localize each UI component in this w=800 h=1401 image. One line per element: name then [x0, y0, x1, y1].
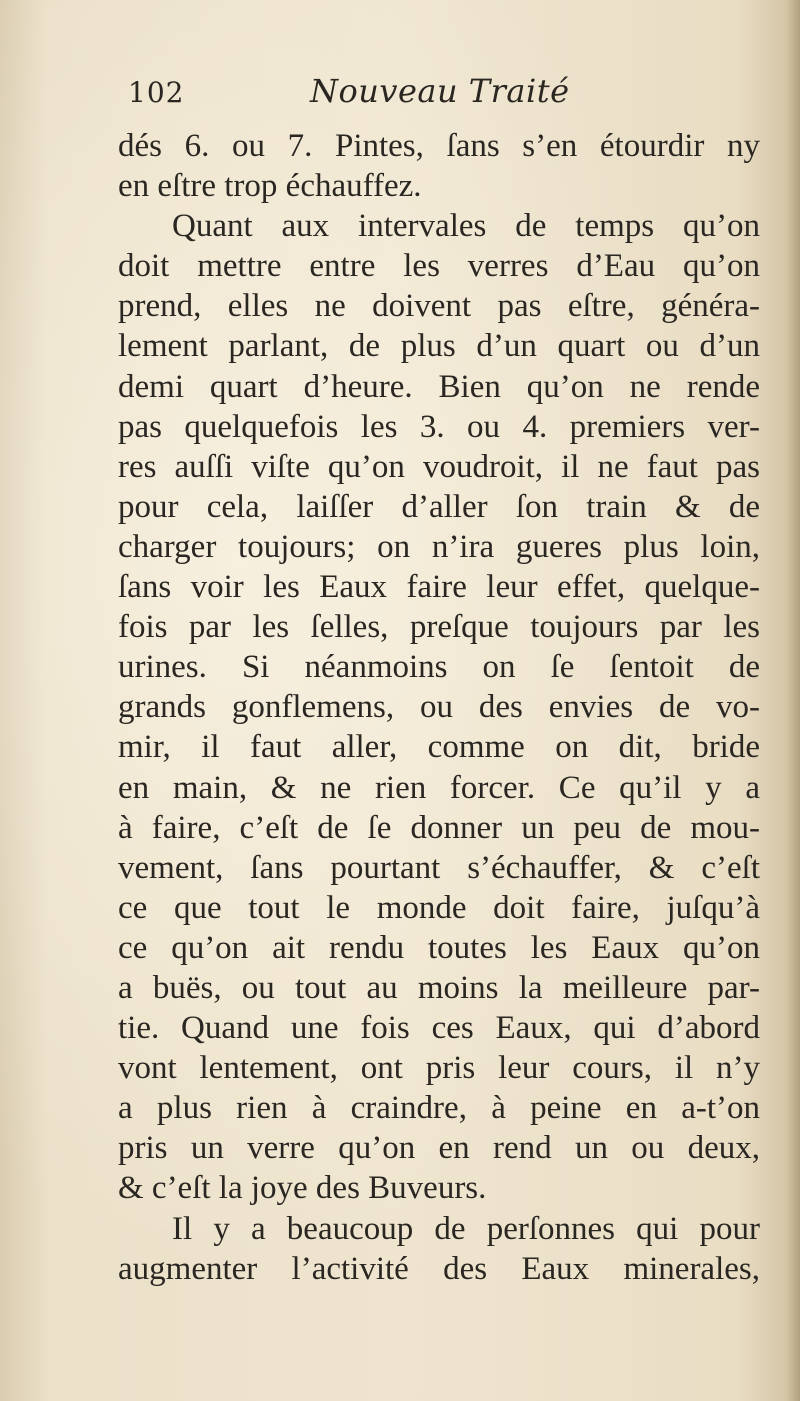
text-line: prend, elles ne doivent pas eſtre, généra-: [118, 288, 760, 325]
text-line: en main, & ne rien forcer. Ce qu’il y a: [118, 769, 760, 806]
text-line: charger toujours; on n’ira gueres plus loin,: [118, 528, 760, 565]
text-line: a buës, ou tout au moins la meilleure par-: [118, 969, 760, 1006]
text-line: demi quart d’heure. Bien qu’on ne rende: [118, 368, 760, 405]
page-number: 102: [128, 76, 185, 109]
text-line: urines. Si néanmoins on ſe ſentoit de: [118, 649, 760, 686]
text-line: grands gonflemens, ou des envies de vo-: [118, 689, 760, 726]
text-line: res auſſi viſte qu’on voudroit, il ne faut pas: [118, 448, 760, 485]
text-line: augmenter l’activité des Eaux minerales,: [118, 1250, 760, 1287]
text-line: ce que tout le monde doit faire, juſqu’à: [118, 889, 760, 926]
text-line: à faire, c’eſt de ſe donner un peu de mou-: [118, 809, 760, 846]
text-line: a plus rien à craindre, à peine en a-t’on: [118, 1090, 760, 1127]
text-line: Quant aux intervales de temps qu’on: [172, 208, 760, 245]
text-line: mir, il faut aller, comme on dit, bride: [118, 729, 760, 766]
page-edge-shadow: [786, 0, 800, 1401]
page-header: [128, 72, 768, 120]
text-line: ce qu’on ait rendu toutes les Eaux qu’on: [118, 929, 760, 966]
text-line: fois par les ſelles, preſque toujours par les: [118, 609, 760, 646]
text-line: doit mettre entre les verres d’Eau qu’on: [118, 248, 760, 285]
text-line: pour cela, laiſſer d’aller ſon train & de: [118, 488, 760, 525]
text-line: pas quelquefois les 3. ou 4. premiers ver-: [118, 408, 760, 445]
text-line: Il y a beaucoup de perſonnes qui pour: [172, 1210, 760, 1247]
running-title: Nouveau Traité: [310, 72, 570, 110]
text-line: en eſtre trop échauffez.: [118, 168, 422, 205]
body-text: [118, 126, 760, 1289]
text-line: pris un verre qu’on en rend un ou deux,: [118, 1130, 760, 1167]
text-line: & c’eſt la joye des Buveurs.: [118, 1170, 487, 1207]
text-line: vement, ſans pourtant s’échauffer, & c’eſt: [118, 849, 760, 886]
text-line: tie. Quand une fois ces Eaux, qui d’abord: [118, 1010, 760, 1047]
text-line: dés 6. ou 7. Pintes, ſans s’en étourdir ny: [118, 128, 760, 164]
text-line: ſans voir les Eaux faire leur effet, quelque-: [118, 569, 760, 606]
text-line: vont lentement, ont pris leur cours, il n’y: [118, 1050, 760, 1087]
text-line: lement parlant, de plus d’un quart ou d’un: [118, 328, 760, 365]
